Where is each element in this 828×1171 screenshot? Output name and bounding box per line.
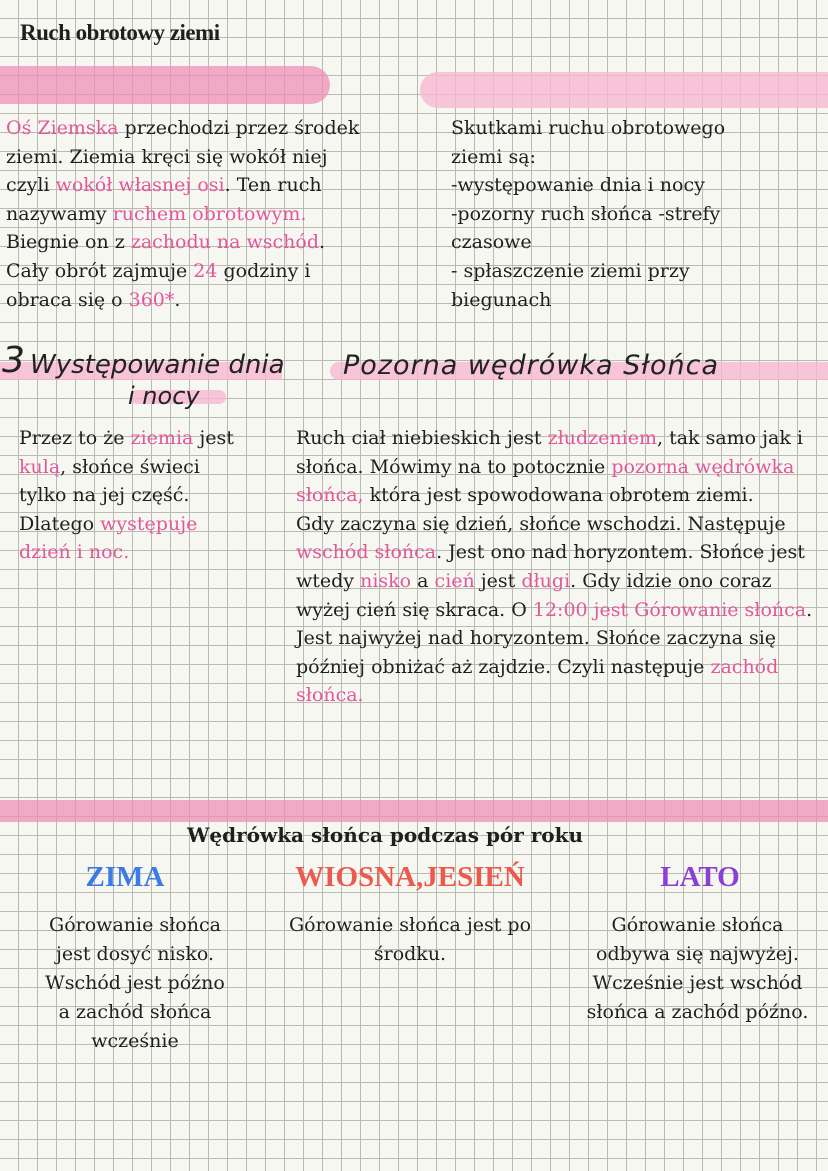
text-run: . (174, 288, 181, 311)
heading-number: 3 (2, 340, 25, 381)
text-run: Przez to że (19, 427, 131, 449)
highlighted-term: nisko (360, 569, 412, 592)
season-text-summer: Górowanie słońca odbywa się najwyżej. Wcześnie jest wschód słońca a zachód późno. (586, 914, 809, 1023)
highlighted-term: zachód słońca. (296, 655, 779, 707)
season-text-spring-autumn: Górowanie słońca jest po środku. (288, 914, 532, 965)
season-heading-summer: LATO (660, 861, 740, 893)
sun-path-description (296, 424, 828, 710)
text-run: która jest spowodowana obrotem ziemi. (363, 484, 754, 507)
highlighted-term: ruchem obrotowym. (112, 202, 307, 225)
highlighted-term: występuje dzień i noc. (19, 512, 198, 564)
text-run: . Ten ruch nazywamy (6, 174, 322, 225)
effect-item: -występowanie dnia i nocy (451, 174, 705, 197)
highlighted-term: pozorna wędrówka słońca, (296, 455, 795, 507)
highlight-bar-right (420, 72, 828, 108)
text-run: Biegnie on z (6, 231, 131, 254)
highlighted-term: 12:00 jest Górowanie słońca (532, 598, 807, 621)
highlighted-term: Oś Ziemska (6, 117, 119, 139)
text-run: , słońce świeci tylko na jej część. Dlatego (19, 455, 200, 535)
season-heading-winter: ZIMA (85, 861, 165, 893)
effects-intro: Skutkami ruchu obrotowego ziemi są: (451, 117, 726, 168)
rotation-effects (451, 114, 781, 314)
highlighted-term: ziemia (130, 427, 194, 449)
heading-sun-path: Pozorna wędrówka Słońca (343, 350, 720, 381)
text-run: , tak samo jak i słońca. Mówimy na to potocznie (296, 427, 804, 478)
highlight-bar-seasons (0, 800, 828, 822)
heading-day-night-line2: i nocy (128, 382, 200, 410)
highlight-bar-left (0, 66, 330, 104)
rotation-description (6, 114, 366, 314)
effect-item: - spłaszczenie ziemi przy biegunach (451, 259, 690, 311)
seasons-title: Wędrówka słońca podczas pór roku (186, 823, 584, 847)
highlighted-term: długi (521, 569, 571, 592)
effect-item: -pozorny ruch słońca -strefy czasowe (451, 202, 721, 254)
text-run: Ruch ciał niebieskich jest (296, 427, 548, 449)
text-run: godziny i obraca się o (6, 259, 311, 311)
text-run: . Cały obrót zajmuje (6, 231, 326, 282)
highlighted-term: zachodu na wschód (130, 231, 320, 254)
highlighted-term: 24 (193, 259, 218, 282)
text-run: jest (474, 569, 522, 592)
season-heading-spring-autumn: WIOSNA,JESIEŃ (295, 861, 525, 893)
highlighted-term: kulą (19, 455, 61, 478)
highlighted-term: złudzeniem (547, 427, 657, 449)
text-run: przechodzi przez środek ziemi. Ziemia kręci się wokół niej czyli (6, 117, 360, 197)
heading-day-night: Występowanie dnia (30, 350, 285, 380)
text-run: . Jest najwyżej nad horyzontem. Słońce zaczyna się później obniżać aż zajdzie. Czyli następuje (296, 598, 813, 678)
highlighted-term: cień (434, 569, 475, 592)
highlighted-term: wokół własnej osi (55, 174, 225, 197)
highlighted-term: 360* (128, 288, 175, 311)
text-run: Gdy zaczyna się dzień, słońce wschodzi. Następuje (296, 512, 786, 535)
text-run: . Gdy idzie ono coraz wyżej cień się skraca. O (296, 569, 772, 621)
text-run: . Jest ono nad horyzontem. Słońce jest wtedy (296, 541, 805, 592)
page-title: Ruch obrotowy ziemi (20, 20, 220, 45)
highlighted-term: wschód słońca (296, 541, 437, 564)
text-run: jest (193, 427, 234, 449)
day-night-description (19, 424, 239, 567)
season-text-winter: Górowanie słońca jest dosyć nisko. Wschód jest późno a zachód słońca wcześnie (45, 914, 225, 1052)
text-run: a (411, 569, 435, 592)
